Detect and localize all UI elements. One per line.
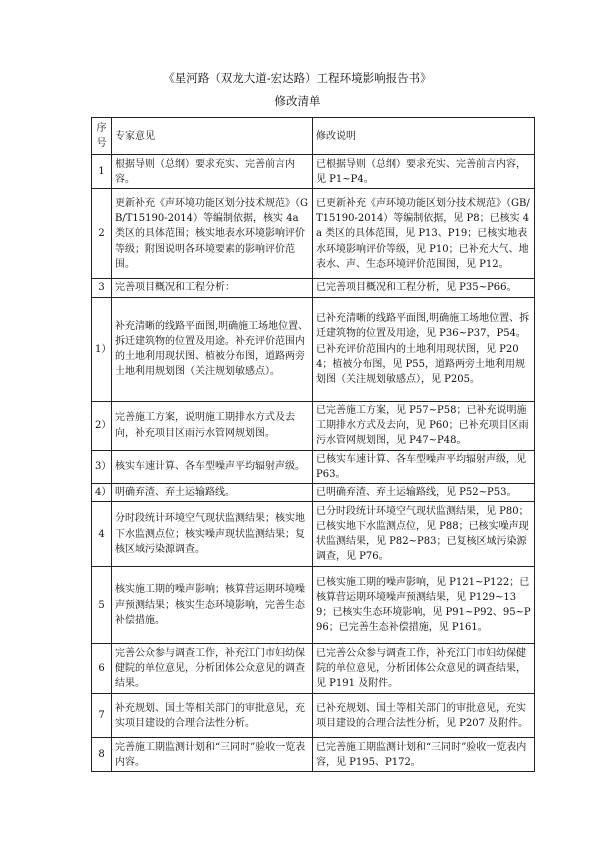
revision-note-cell: 已完善项目概况和工程分析，见 P35~P66。: [313, 279, 535, 297]
document-subtitle: 修改清单: [274, 94, 321, 108]
row-number: 7: [92, 694, 112, 738]
table-row: [92, 738, 535, 772]
revision-table: [91, 117, 535, 772]
row-number: 4: [92, 502, 112, 567]
table-row: [92, 189, 535, 279]
table-row: [92, 155, 535, 189]
table-row: [92, 279, 535, 297]
expert-opinion-cell: 核实施工期的噪声影响；核算营运期环境噪声预测结果；核实生态环境影响，完善生态补偿措施。: [112, 567, 313, 644]
header-no: 序号: [92, 118, 112, 155]
header-opinion: 专家意见: [112, 118, 313, 155]
expert-opinion-cell: 完善项目概况和工程分析：: [112, 279, 313, 297]
row-number: 1）: [92, 297, 112, 401]
row-number: 2: [92, 189, 112, 279]
expert-opinion-cell: 分时段统计环境空气现状监测结果；核实地下水监测点位；核实噪声现状监测结果；复核区域污染源调查。: [112, 502, 313, 567]
row-number: 8: [92, 738, 112, 772]
revision-note-cell: 已核实施工期的噪声影响，见 P121~P122；已核算营运期环境噪声预测结果，见 P129~139；已核实生态环境影响，见 P91~P92、95~P96；已完善生态补偿措施，见 P161。: [313, 567, 535, 644]
revision-note-cell: 已补充清晰的线路平面图,明确施工场地位置、拆迁建筑物的位置及用途，见 P36~P37，P54。已补充评价范围内的土地利用现状图，见 P204；植被分布图，见 P55，道路两旁土地利用规划图（关注规划敏感点），见 P205。: [313, 297, 535, 401]
row-number: 1: [92, 155, 112, 189]
table-header-row: [92, 118, 535, 155]
table-row: [92, 694, 535, 738]
expert-opinion-cell: 完善施工期监测计划和“三同时”验收一览表内容。: [112, 738, 313, 772]
expert-opinion-cell: 完善施工方案，说明施工期排水方式及去向，补充项目区雨污水管网规划图。: [112, 401, 313, 450]
revision-note-cell: 已核实车速计算、各车型噪声平均辐射声级，见 P63。: [313, 450, 535, 483]
revision-note-cell: 已完善施工期监测计划和“三同时”验收一览表内容，见 P195、P172。: [313, 738, 535, 772]
row-number: 2）: [92, 401, 112, 450]
table-row: [92, 502, 535, 567]
row-number: 3: [92, 279, 112, 297]
expert-opinion-cell: 完善公众参与调查工作，补充江门市妇幼保健院的单位意见，分析团体公众意见的调查结果。: [112, 644, 313, 694]
revision-note-cell: 已完善公众参与调查工作，补充江门市妇幼保健院的单位意见，分析团体公众意见的调查结果，见 P191 及附件。: [313, 644, 535, 694]
table-row: [92, 401, 535, 450]
expert-opinion-cell: 明确弃渣、弃土运输路线。: [112, 484, 313, 502]
table-row: [92, 484, 535, 502]
expert-opinion-cell: 更新补充《声环境功能区划分技术规范》（GB/T15190-2014）等编制依据，核实 4a 类区的具体范围；核实地表水环境影响评价等级；附图说明各环境要素的影响评价范围。: [112, 189, 313, 279]
row-number: 3）: [92, 450, 112, 483]
table-row: [92, 450, 535, 483]
revision-note-cell: 已明确弃渣、弃土运输路线，见 P52~P53。: [313, 484, 535, 502]
row-number: 6: [92, 644, 112, 694]
revision-note-cell: 已补充规划、国土等相关部门的审批意见，充实项目建设的合理合法性分析，见 P207 及附件。: [313, 694, 535, 738]
table-row: [92, 297, 535, 401]
expert-opinion-cell: 核实车速计算、各车型噪声平均辐射声级。: [112, 450, 313, 483]
expert-opinion-cell: 根据导则（总纲）要求充实、完善前言内容。: [112, 155, 313, 189]
document-title: 《星河路（双龙大道-宏达路）工程环境影响报告书》: [163, 71, 432, 85]
row-number: 4）: [92, 484, 112, 502]
revision-note-cell: 已根据导则（总纲）要求充实、完善前言内容，见 P1~P4。: [313, 155, 535, 189]
expert-opinion-cell: 补充规划、国土等相关部门的审批意见，充实项目建设的合理合法性分析。: [112, 694, 313, 738]
revision-note-cell: 已更新补充《声环境功能区划分技术规范》（GB/T15190-2014）等编制依据，见 P8；已核实 4a 类区的具体范围，见 P13、P19；已核实地表水环境影响评价等级，见 P10；已补充大气、地表水、声、生态环境评价范围图，见 P12。: [313, 189, 535, 279]
header-change: 修改说明: [313, 118, 535, 155]
row-number: 5: [92, 567, 112, 644]
table-row: [92, 644, 535, 694]
revision-note-cell: 已分时段统计环境空气现状监测结果，见 P80；已核实地下水监测点位，见 P88；已核实噪声现状监测结果，见 P82~P83；已复核区域污染源调查，见 P76。: [313, 502, 535, 567]
revision-note-cell: 已完善施工方案，见 P57~P58；已补充说明施工期排水方式及去向，见 P60；已补充项目区雨污水管网规划图，见 P47~P48。: [313, 401, 535, 450]
table-row: [92, 567, 535, 644]
expert-opinion-cell: 补充清晰的线路平面图,明确施工场地位置、拆迁建筑物的位置及用途。补充评价范围内的土地利用现状图、植被分布图，道路两旁土地利用规划图（关注规划敏感点）。: [112, 297, 313, 401]
